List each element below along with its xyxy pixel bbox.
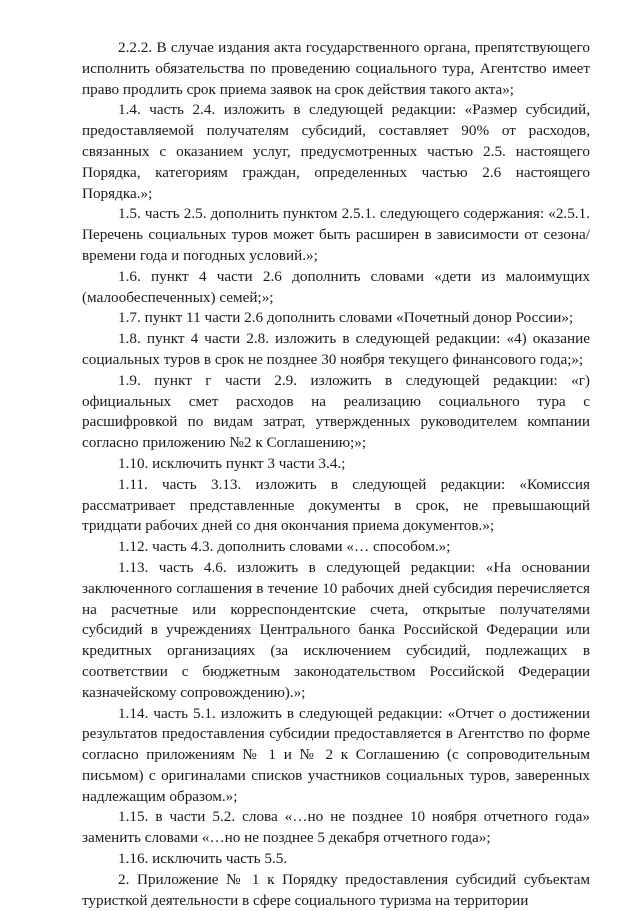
paragraph-2-2-2: 2.2.2. В случае издания акта государственного органа, препятствующего исполнить обязательства по проведению социального тура, Агентство имеет право продлить срок приема заявок на срок действия такого акта»; (82, 39, 590, 98)
paragraph-1-8: 1.8. пункт 4 части 2.8. изложить в следующей редакции: «4) оказание социальных туров в срок не позднее 30 ноября текущего финансового года;»; (82, 330, 590, 368)
paragraph-2: 2. Приложение № 1 к Порядку предоставления субсидий субъектам туристкой деятельности в сфере социального туризма на территории (82, 870, 590, 909)
paragraph-1-10: 1.10. исключить пункт 3 части 3.4.; (118, 454, 346, 472)
paragraph-1-7: 1.7. пункт 11 части 2.6 дополнить словами «Почетный донор России»; (118, 309, 574, 327)
paragraph-1-5: 1.5. часть 2.5. дополнить пунктом 2.5.1. следующего содержания: «2.5.1. Перечень социальных туров может быть расширен в зависимости от сезона/времени года и погодных условий.»; (82, 205, 590, 264)
paragraph-1-13: 1.13. часть 4.6. изложить в следующей редакции: «На основании заключенного соглашения в течение 10 рабочих дней субсидия перечисляется на расчетные или корреспондентские счета, открытые получателями субсидий в учреждениях Центрального банка Российской Федерации или кредитных организациях (за исключением субсидий, подлежащих в соответствии с бюджетным законодательством Российской Федерации казначейскому сопровождению).»; (82, 558, 590, 701)
paragraph-1-14: 1.14. часть 5.1. изложить в следующей редакции: «Отчет о достижении результатов предоставления субсидии предоставляется в Агентство по форме согласно приложениям № 1 и № 2 к Соглашению (с сопроводительным письмом) с оригиналами списков участников социальных туров, заверенных надлежащим образом.»; (82, 704, 590, 805)
paragraph-1-16: 1.16. исключить часть 5.5. (118, 850, 288, 868)
document-body (82, 38, 590, 911)
paragraph-1-6: 1.6. пункт 4 части 2.6 дополнить словами «дети из малоимущих (малообеспеченных) семей;»; (82, 267, 590, 306)
paragraph-1-9: 1.9. пункт г части 2.9. изложить в следующей редакции: «г) официальных смет расходов на реализацию социального тура с расшифровкой по видам затрат, утвержденных руководителем компании согласно приложению №2 к Соглашению;»; (82, 371, 590, 452)
paragraph-1-15: 1.15. в части 5.2. слова «…но не позднее 10 ноября отчетного года» заменить словами «…но не позднее 5 декабря отчетного года»; (82, 808, 590, 847)
paragraph-1-12: 1.12. часть 4.3. дополнить словами «… способом.»; (118, 538, 451, 556)
paragraph-1-4: 1.4. часть 2.4. изложить в следующей редакции: «Размер субсидий, предоставляемой получателям субсидий, составляет 90% от расходов, связанных с оказанием услуг, предусмотренных частью 2.5. настоящего Порядка, категориям граждан, определенных частью 2.6 настоящего Порядка.»; (82, 101, 590, 202)
paragraph-1-11: 1.11. часть 3.13. изложить в следующей редакции: «Комиссия рассматривает представленные документы в срок, не превышающий тридцати рабочих дней со дня окончания приема документов.»; (82, 475, 590, 535)
